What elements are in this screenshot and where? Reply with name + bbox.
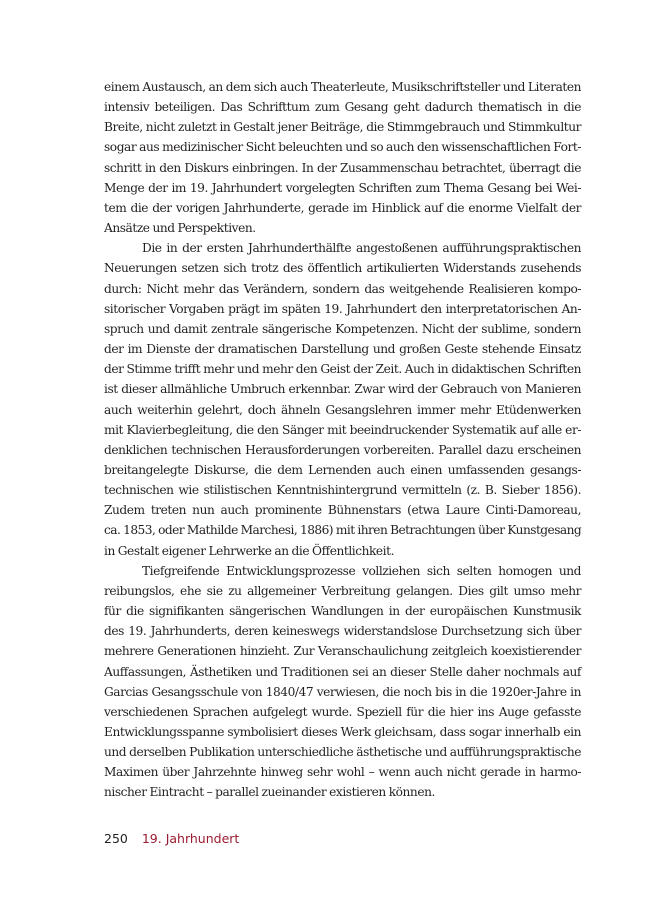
text-line: technischen wie stilistischen Kenntnishintergrund vermitteln (z. B. Sieber 1856). bbox=[104, 483, 581, 498]
text-line: Garcias Gesangsschule von 1840/47 verwiesen, die noch bis in die 1920er-Jahre in bbox=[104, 684, 581, 699]
text-line: Menge der im 19. Jahrhundert vorgelegten Schriften zum Thema Gesang bei Wei- bbox=[104, 180, 581, 195]
text-line: für die signifikanten sängerischen Wandlungen in der europäischen Kunstmusik bbox=[104, 604, 581, 619]
text-line: Breite, nicht zuletzt in Gestalt jener Beiträge, die Stimmgebrauch und Stimmkultur bbox=[104, 120, 581, 135]
text-line: tem die der vorigen Jahrhunderte, gerade im Hinblick auf die enorme Vielfalt der bbox=[104, 200, 581, 215]
text-line: mit Klavierbegleitung, die den Sänger mit beeindruckender Systematik auf alle er- bbox=[104, 422, 581, 437]
paragraph-2 bbox=[104, 238, 581, 561]
text-line: sogar aus medizinischer Sicht beleuchten und so auch den wissenschaftlichen Fort- bbox=[104, 140, 581, 155]
text-line: Neuerungen setzen sich trotz des öffentlich artikulierten Widerstands zusehends bbox=[104, 261, 581, 276]
text-line: Auffassungen, Ästhetiken und Traditionen sei an dieser Stelle daher nochmals auf bbox=[104, 664, 581, 679]
text-line: Entwicklungsspanne symbolisiert dieses Werk gleichsam, dass sogar innerhalb ein bbox=[104, 725, 581, 739]
text-line: auch weiterhin gelehrt, doch ähneln Gesangslehren immer mehr Etüdenwerken bbox=[104, 402, 581, 417]
text-line: und derselben Publikation unterschiedliche ästhetische und aufführungspraktische bbox=[104, 745, 581, 760]
text-line: verschiedenen Sprachen aufgelegt wurde. Speziell für die hier ins Auge gefasste bbox=[104, 704, 581, 719]
paragraph-1 bbox=[104, 77, 581, 238]
text-line: durch: Nicht mehr das Verändern, sondern das weitgehende Realisieren kompo- bbox=[104, 281, 581, 296]
text-line: ist dieser allmähliche Umbruch erkennbar. Zwar wird der Gebrauch von Manieren bbox=[104, 382, 581, 397]
paragraph-3 bbox=[104, 561, 581, 803]
text-line: schritt in den Diskurs einbringen. In der Zusammenschau betrachtet, überragt die bbox=[104, 160, 581, 175]
text-line: in Gestalt eigener Lehrwerke an die Öffentlichkeit. bbox=[104, 543, 395, 558]
text-line: sitorischer Vorgaben prägt im späten 19. Jahrhundert den interpretatorischen An- bbox=[104, 301, 581, 316]
text-line: Maximen über Jahrzehnte hinweg sehr wohl – wenn auch nicht gerade in harmo- bbox=[104, 765, 581, 780]
text-line: der Stimme trifft mehr und mehr den Geist der Zeit. Auch in didaktischen Schriften bbox=[104, 362, 581, 377]
text-line: spruch und damit zentrale sängerische Kompetenzen. Nicht der sublime, sondern bbox=[104, 321, 581, 336]
text-line: Tiefgreifende Entwicklungsprozesse vollziehen sich selten homogen und bbox=[142, 563, 581, 578]
text-line: mehrere Generationen hinzieht. Zur Veranschaulichung zeitgleich koexistierender bbox=[104, 644, 581, 659]
text-line: Ansätze und Perspektiven. bbox=[104, 221, 256, 236]
text-line: reibungslos, ehe sie zu allgemeiner Verbreitung gelangen. Dies gilt umso mehr bbox=[104, 583, 581, 598]
running-chapter-title: 19. Jahrhundert bbox=[141, 831, 240, 846]
page-body bbox=[104, 77, 581, 803]
text-line: intensiv beteiligen. Das Schrifttum zum Gesang geht dadurch thematisch in die bbox=[104, 100, 581, 115]
text-line: des 19. Jahrhunderts, deren keineswegs widerstandslose Durchsetzung sich über bbox=[104, 624, 581, 639]
text-line: nischer Eintracht – parallel zueinander existieren können. bbox=[104, 785, 435, 800]
text-line: einem Austausch, an dem sich auch Theaterleute, Musikschriftsteller und Literaten bbox=[104, 80, 581, 94]
text-line: breitangelegte Diskurse, die dem Lernenden auch einen umfassenden gesangs- bbox=[104, 462, 581, 477]
text-line: Die in der ersten Jahrhunderthälfte angestoßenen aufführungspraktischen bbox=[142, 241, 581, 256]
page-number: 250 bbox=[104, 831, 128, 846]
page-footer bbox=[104, 831, 239, 846]
text-line: der im Dienste der dramatischen Darstellung und großen Geste stehende Einsatz bbox=[104, 342, 581, 357]
text-line: Zudem treten nun auch prominente Bühnenstars (etwa Laure Cinti-Damoreau, bbox=[104, 503, 581, 518]
text-line: denklichen technischen Herausforderungen vorbereiten. Parallel dazu erscheinen bbox=[104, 442, 581, 457]
text-line: ca. 1853, oder Mathilde Marchesi, 1886) mit ihren Betrachtungen über Kunstgesang bbox=[104, 523, 582, 538]
